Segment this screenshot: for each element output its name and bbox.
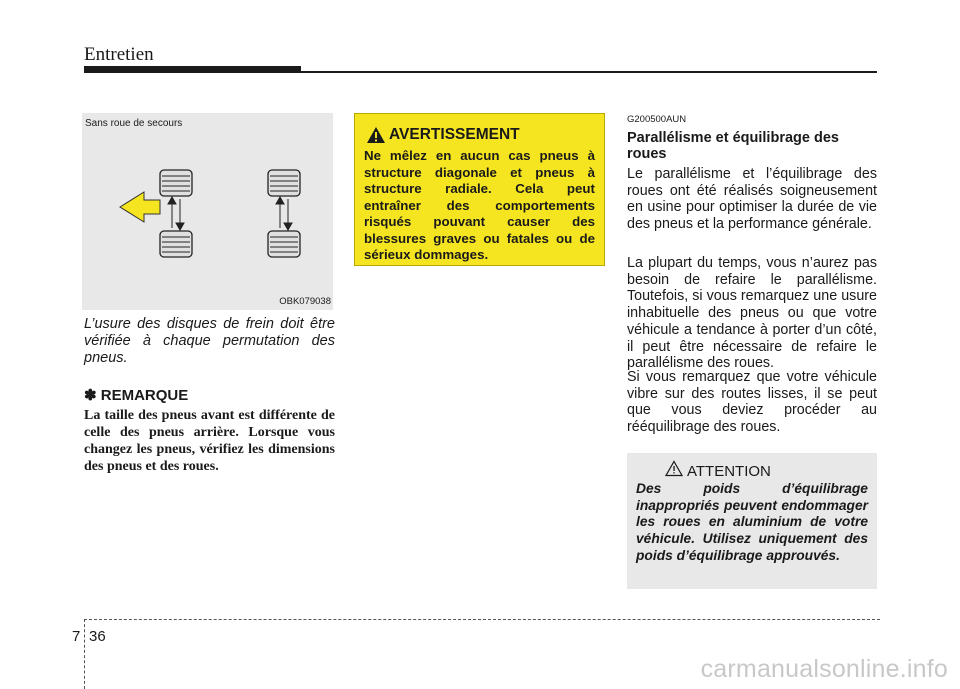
footer-rule xyxy=(84,619,880,620)
page-number: 36 xyxy=(89,628,106,645)
warning-box xyxy=(354,113,605,266)
watermark: carmanualsonline.info xyxy=(700,655,948,683)
header-rule-thin xyxy=(301,71,877,73)
attention-body: Des poids d’équilibrage inappropriés peuvent endommager les roues en aluminium de votre véhicule. Utilisez uniquement des poids d’équilibrage approuvés. xyxy=(636,481,868,563)
warning-title: AVERTISSEMENT xyxy=(389,126,520,143)
remarque-body: La taille des pneus avant est différente de celle des pneus arrière. Lorsque vous changez les pneus, vérifiez les dimensions des pneus et des roues. xyxy=(84,408,335,474)
chapter-number: 7 xyxy=(72,628,81,645)
page-header-title: Entretien xyxy=(84,44,154,65)
paragraph-2: La plupart du temps, vous n’aurez pas besoin de refaire le parallélisme. Toutefois, si vous remarquez une usure inhabituelle des pneus ou que votre véhicule a tendance à porter d’un côté, il peut être nécessaire de refaire le parallélisme des roues. xyxy=(627,255,877,372)
tire-rotation-diagram xyxy=(82,113,333,310)
figure-code: OBK079038 xyxy=(279,296,331,307)
warning-body: Ne mêlez en aucun cas pneus à structure diagonale et pneus à structure radiale. Cela peut entraîner des comportements risqués pouvant causer des blessures graves ou fatales ou de sérieux dommages. xyxy=(364,148,595,262)
swap-arrows-left-icon xyxy=(168,197,184,230)
remarque-heading: ✽ REMARQUE xyxy=(84,387,189,404)
swap-arrows-right-icon xyxy=(276,197,292,230)
tire-rotation-figure xyxy=(82,113,333,310)
footer-divider xyxy=(84,619,86,689)
figure-caption: Sans roue de secours xyxy=(85,118,183,129)
tire-rear-left-icon xyxy=(160,231,192,257)
attention-box xyxy=(627,453,877,589)
caution-triangle-icon xyxy=(665,460,683,477)
section-title: Parallélisme et équilibrage des roues xyxy=(627,130,839,162)
tire-front-left-icon xyxy=(160,170,192,196)
attention-title: ATTENTION xyxy=(687,463,771,480)
brake-disc-note: L’usure des disques de frein doit être vérifiée à chaque permutation des pneus. xyxy=(84,316,335,366)
paragraph-1: Le parallélisme et l’équilibrage des roues ont été réalisés soigneusement en usine pour optimiser la durée de vie des pneus et la performance générale. xyxy=(627,166,877,233)
tire-rear-right-icon xyxy=(268,231,300,257)
warning-triangle-icon xyxy=(366,126,386,144)
paragraph-3: Si vous remarquez que votre véhicule vibre sur des routes lisses, il se peut que vous deviez procéder au rééquilibrage des roues. xyxy=(627,369,877,436)
header-rule-thick xyxy=(84,66,301,73)
section-code: G200500AUN xyxy=(627,114,687,125)
tire-front-right-icon xyxy=(268,170,300,196)
direction-arrow-icon xyxy=(120,192,160,222)
